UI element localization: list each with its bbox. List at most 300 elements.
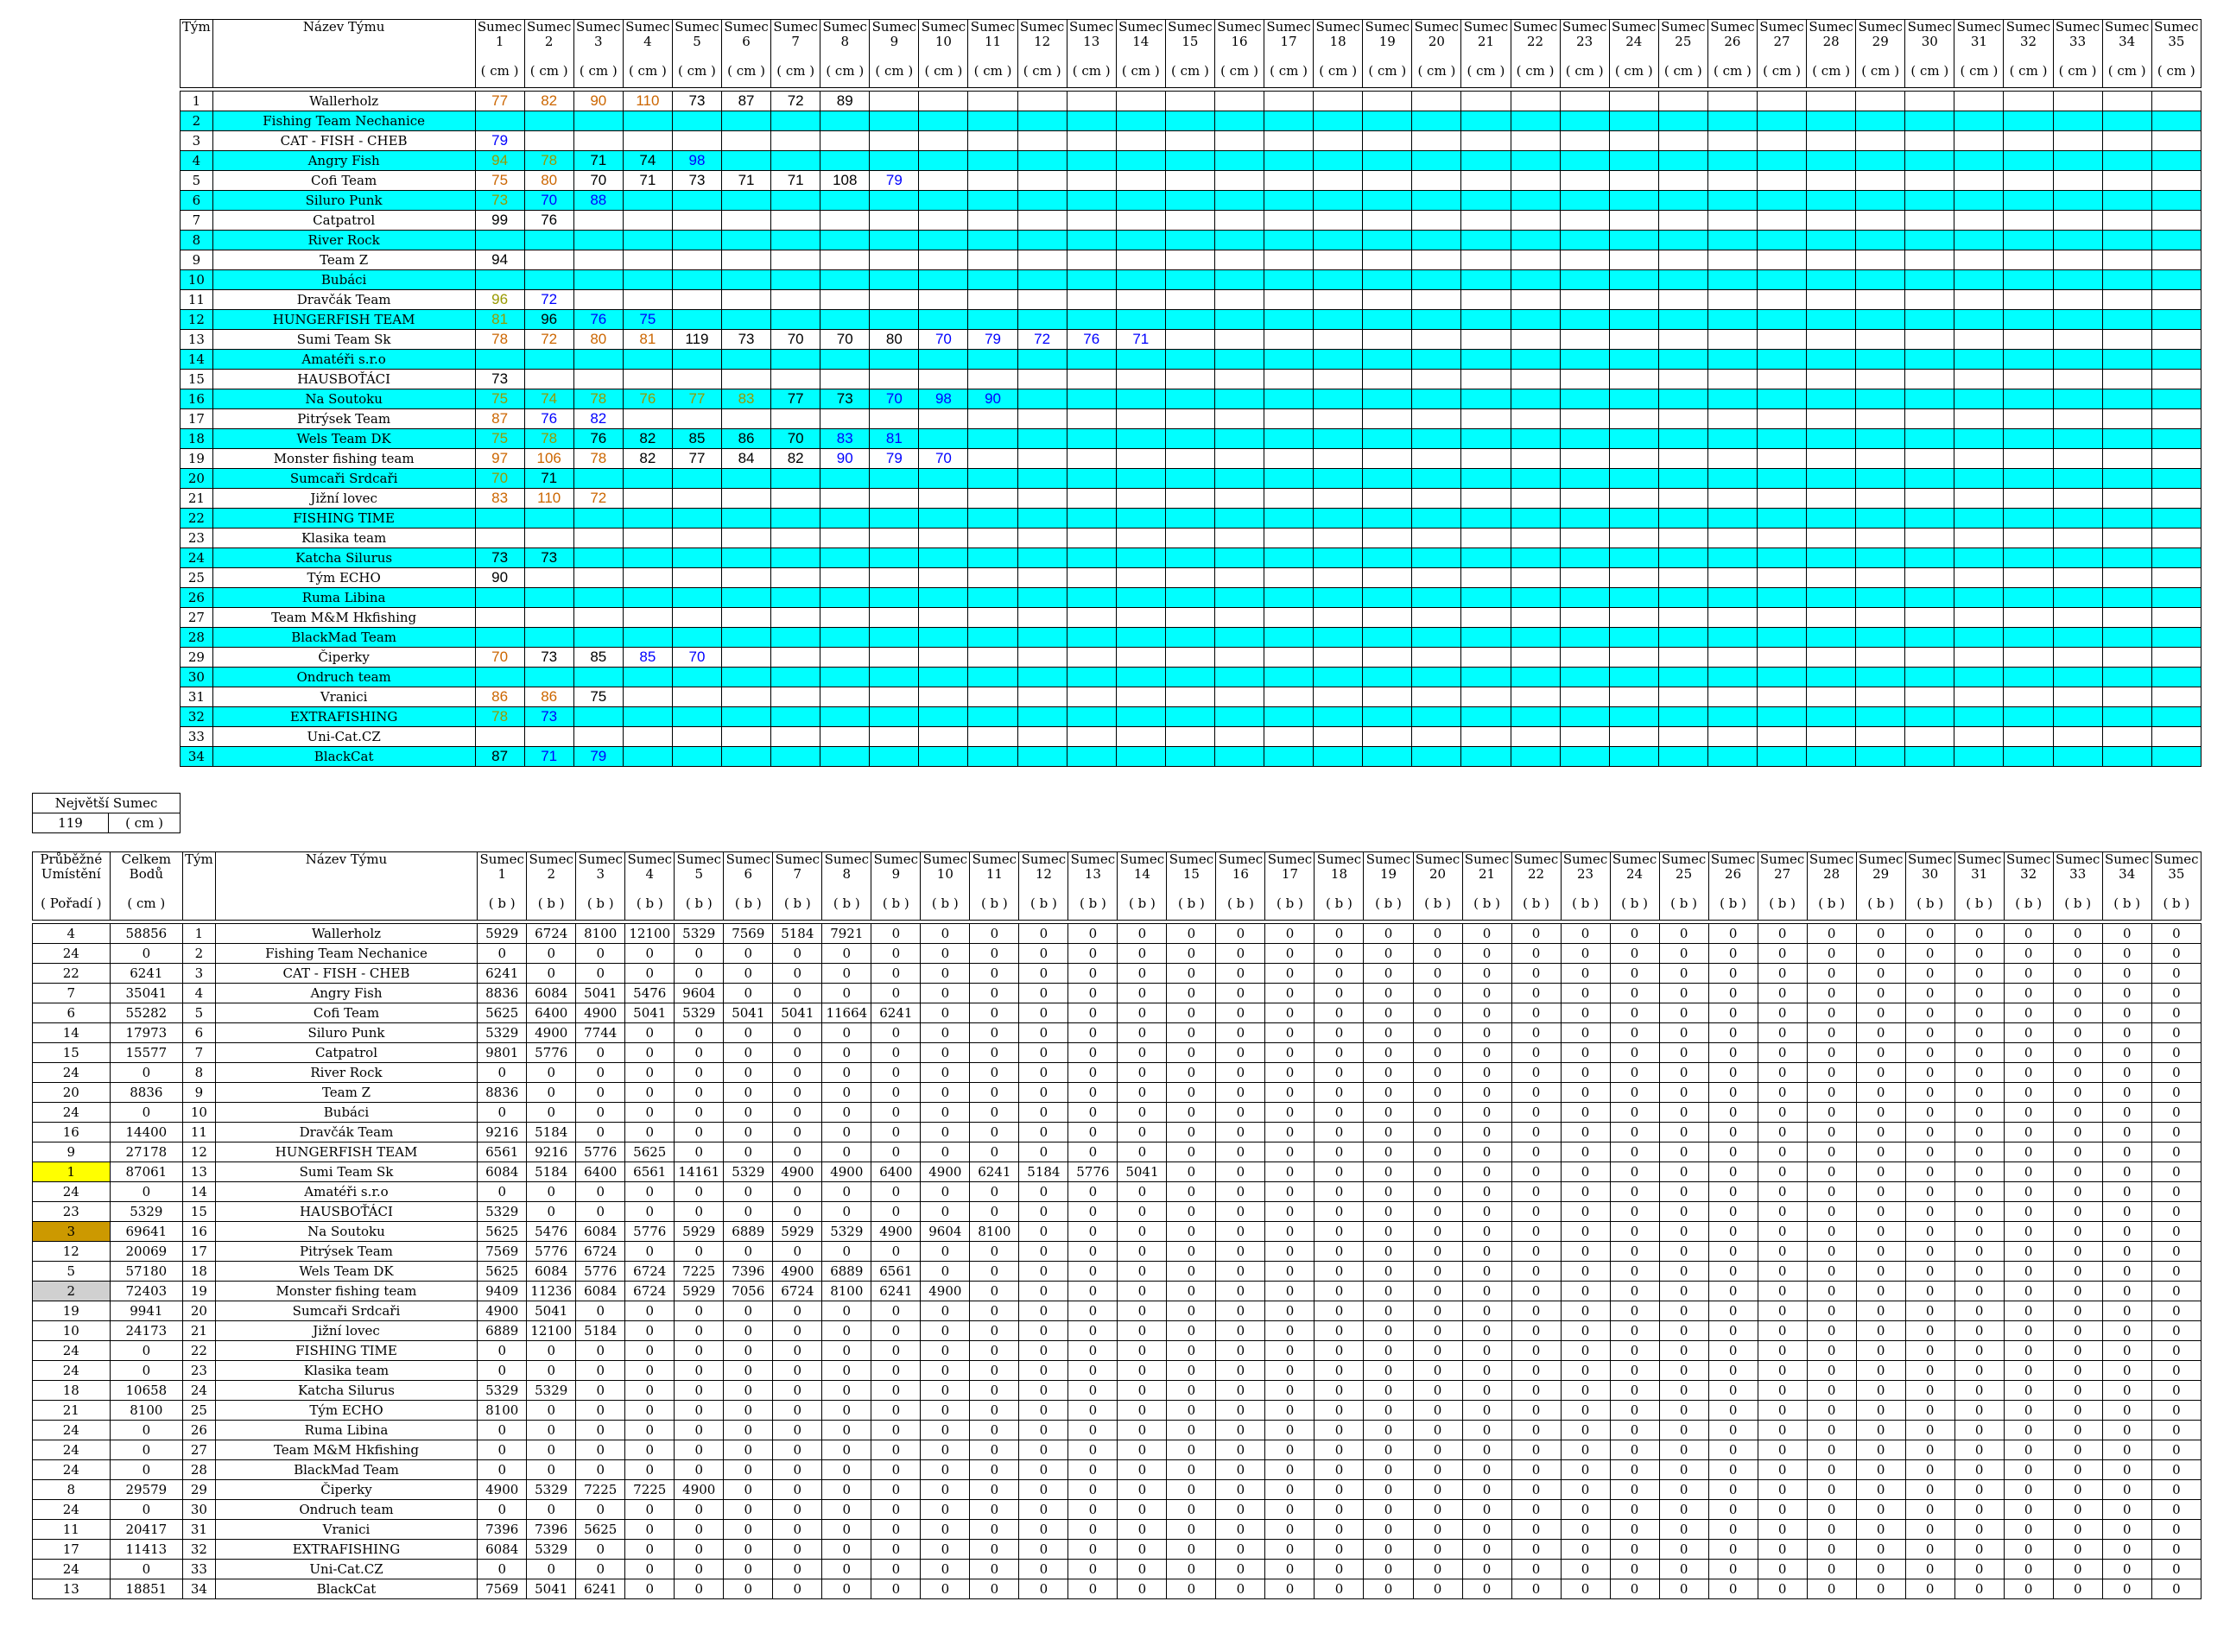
catch-points: 0	[1068, 984, 1118, 1003]
catch-points: 0	[871, 1182, 921, 1202]
catch-points: 0	[1019, 1301, 1068, 1321]
catch-points: 0	[1315, 1222, 1364, 1242]
catch-length: 79	[475, 131, 524, 151]
empty-cell	[1954, 548, 2004, 568]
empty-cell	[1609, 389, 1658, 409]
unit-label: ( cm )	[968, 64, 1017, 88]
catch-points: 0	[576, 1460, 625, 1480]
catch-points: 0	[1511, 1103, 1561, 1123]
catch-points: 0	[1561, 1579, 1610, 1599]
empty-cell	[870, 231, 919, 250]
empty-cell	[1954, 568, 2004, 588]
catch-points: 4900	[921, 1282, 970, 1301]
catch-points: 6724	[773, 1282, 822, 1301]
catch-points: 0	[1561, 1560, 1610, 1579]
empty-cell	[2004, 588, 2053, 608]
empty-cell	[524, 668, 573, 687]
empty-cell	[1412, 628, 1461, 648]
catch-points: 0	[1807, 1282, 1856, 1301]
empty-cell	[1067, 509, 1116, 529]
catch-points: 5184	[527, 1123, 576, 1142]
empty-cell	[1412, 489, 1461, 509]
catch-points: 7744	[576, 1023, 625, 1043]
empty-cell	[1017, 131, 1067, 151]
empty-cell	[1314, 548, 1363, 568]
column-header-catch	[1905, 852, 1954, 897]
catch-points: 0	[1659, 1182, 1708, 1202]
empty-cell	[1807, 608, 1856, 628]
unit-label: ( b )	[1708, 896, 1758, 921]
team-name: Cofi Team	[215, 1003, 477, 1023]
team-name: Sumcaři Srdcaři	[212, 469, 475, 489]
empty-cell	[623, 727, 672, 747]
team-placement: 11	[33, 1520, 111, 1540]
catch-label: Sumec	[477, 19, 523, 35]
catch-points: 5625	[478, 1003, 527, 1023]
empty-cell	[1560, 668, 1609, 687]
empty-cell	[1067, 608, 1116, 628]
empty-cell	[2004, 310, 2053, 330]
catch-points: 0	[1659, 1321, 1708, 1341]
team-name: Uni-Cat.CZ	[212, 727, 475, 747]
empty-cell	[2102, 429, 2151, 449]
empty-cell	[722, 469, 771, 489]
column-header-catch	[1856, 852, 1905, 897]
catch-points: 0	[1856, 1043, 1905, 1063]
catch-points: 0	[2004, 1361, 2053, 1381]
catch-points: 0	[1265, 1500, 1315, 1520]
empty-cell	[1609, 231, 1658, 250]
catch-points: 0	[1315, 1421, 1364, 1440]
catch-points: 7396	[478, 1520, 527, 1540]
catch-points: 0	[2053, 1202, 2102, 1222]
empty-cell	[722, 489, 771, 509]
catch-points: 0	[1462, 1242, 1511, 1262]
catch-length: 73	[475, 370, 524, 389]
empty-cell	[2102, 111, 2151, 131]
catch-points: 5329	[478, 1202, 527, 1222]
catch-points: 0	[1708, 1579, 1758, 1599]
catch-points: 0	[1462, 1401, 1511, 1421]
catch-points: 0	[1315, 1560, 1364, 1579]
column-header-catch	[1807, 852, 1856, 897]
team-number: 3	[183, 964, 216, 984]
catch-points: 0	[1315, 964, 1364, 984]
catch-points: 0	[1413, 1282, 1462, 1301]
empty-cell	[2151, 310, 2201, 330]
empty-cell	[573, 469, 623, 489]
catch-points: 5625	[478, 1262, 527, 1282]
empty-cell	[1363, 628, 1412, 648]
catch-points: 0	[1905, 1043, 1954, 1063]
catch-points: 0	[1954, 1361, 2004, 1381]
column-header-catch	[1264, 20, 1314, 65]
empty-cell	[1658, 409, 1707, 429]
catch-points: 0	[1364, 1321, 1413, 1341]
catch-points: 0	[1364, 944, 1413, 964]
empty-cell	[820, 270, 870, 290]
empty-cell	[1067, 469, 1116, 489]
catch-points: 0	[1413, 1460, 1462, 1480]
empty-cell	[2053, 131, 2102, 151]
catch-label: Sumec	[1661, 19, 1706, 35]
catch-points: 0	[1905, 1202, 1954, 1222]
empty-cell	[2053, 171, 2102, 191]
team-number: 8	[183, 1063, 216, 1083]
catch-length: 90	[820, 449, 870, 469]
empty-cell	[1412, 270, 1461, 290]
empty-cell	[1017, 191, 1067, 211]
catch-points: 0	[1413, 1202, 1462, 1222]
catch-length: 79	[968, 330, 1017, 350]
empty-cell	[870, 211, 919, 231]
empty-cell	[722, 509, 771, 529]
empty-cell	[2004, 191, 2053, 211]
catch-points: 0	[1118, 1460, 1167, 1480]
team-placement: 24	[33, 1341, 111, 1361]
catch-points: 0	[1167, 1063, 1216, 1083]
team-row	[181, 171, 2201, 191]
catch-points: 0	[1856, 1361, 1905, 1381]
catch-points: 0	[1905, 1381, 1954, 1401]
empty-cell	[870, 588, 919, 608]
catch-points: 0	[1462, 1003, 1511, 1023]
catch-points: 0	[1413, 1123, 1462, 1142]
catch-number: 13	[1084, 866, 1101, 882]
empty-cell	[1757, 409, 1806, 429]
empty-cell	[2151, 588, 2201, 608]
catch-points: 0	[1216, 1401, 1265, 1421]
catch-points: 8836	[478, 984, 527, 1003]
catch-points: 0	[675, 1103, 724, 1123]
empty-cell	[1363, 131, 1412, 151]
empty-cell	[1905, 270, 1954, 290]
empty-cell	[1314, 350, 1363, 370]
catch-points: 0	[1561, 1460, 1610, 1480]
catch-points: 5929	[675, 1222, 724, 1242]
team-total-points: 9941	[110, 1301, 183, 1321]
catch-points: 0	[921, 984, 970, 1003]
catch-length: 71	[771, 171, 820, 191]
catch-number: 20	[1429, 866, 1447, 882]
catch-points: 9216	[527, 1142, 576, 1162]
catch-points: 0	[2053, 1440, 2102, 1460]
empty-cell	[1214, 628, 1264, 648]
empty-cell	[1214, 330, 1264, 350]
unit-label: ( b )	[1905, 896, 1954, 921]
catch-points: 0	[1068, 1003, 1118, 1023]
empty-cell	[1017, 350, 1067, 370]
catch-points: 0	[625, 944, 675, 964]
catch-points: 0	[1462, 924, 1511, 944]
empty-cell	[1707, 111, 1757, 131]
catch-points: 0	[1807, 1440, 1856, 1460]
empty-cell	[2053, 211, 2102, 231]
catch-points: 0	[1856, 1540, 1905, 1560]
empty-cell	[1905, 191, 1954, 211]
catch-points: 0	[2004, 1440, 2053, 1460]
catch-points: 0	[1856, 1282, 1905, 1301]
empty-cell	[820, 668, 870, 687]
empty-cell	[1560, 588, 1609, 608]
catch-points: 0	[1118, 984, 1167, 1003]
team-name: Wallerholz	[215, 924, 477, 944]
empty-cell	[722, 211, 771, 231]
empty-cell	[573, 350, 623, 370]
column-header-catch	[1511, 852, 1561, 897]
team-row	[33, 1083, 2201, 1103]
empty-cell	[1658, 469, 1707, 489]
empty-cell	[919, 370, 968, 389]
unit-label: ( b )	[1659, 896, 1708, 921]
empty-cell	[524, 727, 573, 747]
empty-cell	[2053, 628, 2102, 648]
catch-points: 0	[970, 1202, 1019, 1222]
team-placement: 18	[33, 1381, 111, 1401]
team-number: 30	[181, 668, 213, 687]
catch-points: 0	[1511, 1540, 1561, 1560]
empty-cell	[1856, 429, 1905, 449]
catch-length: 79	[870, 449, 919, 469]
catch-points: 0	[1758, 1480, 1807, 1500]
catch-points: 0	[1265, 1301, 1315, 1321]
catch-points: 0	[2151, 1540, 2201, 1560]
empty-cell	[2102, 588, 2151, 608]
catch-points: 5625	[478, 1222, 527, 1242]
catch-points: 0	[2151, 1202, 2201, 1222]
catch-number: 14	[1133, 866, 1150, 882]
unit-label: ( b )	[1856, 896, 1905, 921]
catch-points: 0	[1708, 1063, 1758, 1083]
empty-cell	[968, 489, 1017, 509]
empty-cell	[1511, 489, 1560, 509]
empty-cell	[1757, 469, 1806, 489]
catch-points: 0	[1511, 1242, 1561, 1262]
catch-points: 0	[1118, 1421, 1167, 1440]
catch-points: 0	[1216, 1282, 1265, 1301]
catch-points: 0	[1019, 1480, 1068, 1500]
catch-points: 0	[1118, 964, 1167, 984]
empty-cell	[1067, 429, 1116, 449]
catch-points: 0	[1216, 924, 1265, 944]
team-name: Dravčák Team	[212, 290, 475, 310]
empty-cell	[1165, 747, 1214, 767]
catch-points: 0	[1561, 1480, 1610, 1500]
catch-points: 0	[1265, 964, 1315, 984]
catch-points: 0	[2102, 1401, 2151, 1421]
empty-cell	[524, 350, 573, 370]
column-header-catch	[968, 20, 1017, 65]
catch-points: 0	[773, 1560, 822, 1579]
empty-cell	[870, 548, 919, 568]
catch-points: 0	[1413, 1162, 1462, 1182]
catch-number: 35	[2168, 866, 2185, 882]
column-header-catch	[1413, 852, 1462, 897]
empty-cell	[1905, 668, 1954, 687]
empty-cell	[722, 290, 771, 310]
team-row	[181, 449, 2201, 469]
empty-cell	[1954, 628, 2004, 648]
empty-cell	[722, 628, 771, 648]
catch-number: 7	[793, 866, 802, 882]
catch-length: 73	[672, 171, 721, 191]
team-name: CAT - FISH - CHEB	[215, 964, 477, 984]
empty-cell	[1264, 668, 1314, 687]
empty-cell	[524, 131, 573, 151]
empty-cell	[1954, 608, 2004, 628]
team-number: 4	[183, 984, 216, 1003]
catch-points: 0	[871, 1520, 921, 1540]
catch-points: 0	[773, 1023, 822, 1043]
empty-cell	[1461, 330, 1511, 350]
catch-length: 71	[722, 171, 771, 191]
catch-points: 0	[1068, 1500, 1118, 1520]
empty-cell	[1412, 588, 1461, 608]
catch-points: 0	[1610, 1162, 1659, 1182]
empty-cell	[1165, 131, 1214, 151]
catch-points: 0	[1561, 1202, 1610, 1222]
catch-length: 96	[524, 310, 573, 330]
catch-points: 0	[1315, 924, 1364, 944]
empty-cell	[722, 191, 771, 211]
catch-points: 0	[2102, 944, 2151, 964]
empty-cell	[2102, 290, 2151, 310]
empty-cell	[1757, 648, 1806, 668]
team-row	[33, 1361, 2201, 1381]
team-name: Monster fishing team	[212, 449, 475, 469]
catch-points: 0	[2102, 1202, 2151, 1222]
catch-points: 0	[1511, 1202, 1561, 1222]
catch-points: 0	[1068, 924, 1118, 944]
empty-cell	[2151, 370, 2201, 389]
catch-number: 30	[1922, 866, 1939, 882]
empty-cell	[2053, 449, 2102, 469]
empty-cell	[2102, 389, 2151, 409]
empty-cell	[524, 568, 573, 588]
empty-cell	[672, 350, 721, 370]
catch-points: 0	[1511, 1401, 1561, 1421]
catch-points: 0	[1118, 1361, 1167, 1381]
catch-points: 0	[675, 1182, 724, 1202]
unit-label: ( b )	[576, 896, 625, 921]
catch-points: 5041	[527, 1579, 576, 1599]
catch-points: 0	[822, 1023, 871, 1043]
empty-cell	[1165, 231, 1214, 250]
catch-length: 83	[722, 389, 771, 409]
team-name: BlackMad Team	[215, 1460, 477, 1480]
empty-cell	[1707, 608, 1757, 628]
catch-points: 7396	[527, 1520, 576, 1540]
catch-points: 0	[1413, 1520, 1462, 1540]
team-number: 14	[181, 350, 213, 370]
empty-cell	[1017, 509, 1067, 529]
catch-points: 0	[1659, 1023, 1708, 1043]
catch-points: 0	[576, 1540, 625, 1560]
empty-cell	[2151, 628, 2201, 648]
empty-cell	[623, 588, 672, 608]
catch-length: 70	[919, 330, 968, 350]
catch-points: 0	[1462, 1579, 1511, 1599]
catch-points: 0	[1315, 1301, 1364, 1321]
catch-number: 16	[1231, 34, 1248, 49]
catch-label: Sumec	[1562, 851, 1608, 867]
catch-points: 0	[1561, 1520, 1610, 1540]
team-placement: 13	[33, 1579, 111, 1599]
catch-points: 0	[1905, 1560, 1954, 1579]
team-row	[181, 151, 2201, 171]
empty-cell	[1707, 469, 1757, 489]
empty-cell	[2102, 568, 2151, 588]
catch-number: 18	[1329, 34, 1346, 49]
team-total-points: 0	[110, 1182, 183, 1202]
catch-points: 0	[970, 1500, 1019, 1520]
catch-points: 0	[921, 1103, 970, 1123]
empty-cell	[672, 489, 721, 509]
empty-cell	[968, 211, 1017, 231]
empty-cell	[1165, 370, 1214, 389]
empty-cell	[1363, 747, 1412, 767]
empty-cell	[1560, 250, 1609, 270]
catch-points: 0	[2053, 1063, 2102, 1083]
unit-label: ( b )	[675, 896, 724, 921]
catch-label: Sumec	[1070, 851, 1116, 867]
catch-points: 0	[2004, 1401, 2053, 1421]
catch-points: 0	[1659, 1540, 1708, 1560]
catch-points: 0	[1068, 1361, 1118, 1381]
team-name: Angry Fish	[212, 151, 475, 171]
catch-points: 7056	[724, 1282, 773, 1301]
team-placement: 24	[33, 1103, 111, 1123]
empty-cell	[1264, 171, 1314, 191]
catch-points: 0	[576, 1401, 625, 1421]
team-placement: 9	[33, 1142, 111, 1162]
catch-points: 0	[1561, 1242, 1610, 1262]
empty-cell	[1658, 389, 1707, 409]
catch-points: 6241	[576, 1579, 625, 1599]
empty-cell	[1905, 727, 1954, 747]
empty-cell	[1560, 509, 1609, 529]
catch-points: 0	[1019, 1142, 1068, 1162]
empty-cell	[968, 231, 1017, 250]
catch-points: 0	[1758, 1063, 1807, 1083]
catch-points: 0	[1068, 1301, 1118, 1321]
catch-points: 0	[1954, 944, 2004, 964]
team-row	[33, 1262, 2201, 1282]
catch-length: 76	[573, 310, 623, 330]
catch-length: 71	[573, 151, 623, 171]
empty-cell	[1511, 469, 1560, 489]
unit-label: ( b )	[773, 896, 822, 921]
catch-points: 0	[970, 1540, 1019, 1560]
empty-cell	[1905, 568, 1954, 588]
empty-cell	[919, 608, 968, 628]
catch-length: 82	[573, 409, 623, 429]
team-total-points: 18851	[110, 1579, 183, 1599]
catch-number: 30	[1921, 34, 1938, 49]
empty-cell	[1412, 211, 1461, 231]
catch-points: 0	[576, 1083, 625, 1103]
empty-cell	[722, 668, 771, 687]
empty-cell	[1412, 707, 1461, 727]
team-number: 24	[181, 548, 213, 568]
empty-cell	[1707, 648, 1757, 668]
empty-cell	[524, 529, 573, 548]
catch-points: 0	[1561, 1321, 1610, 1341]
catch-points: 0	[970, 1440, 1019, 1460]
catch-points: 0	[1462, 1421, 1511, 1440]
empty-cell	[573, 588, 623, 608]
empty-cell	[1461, 588, 1511, 608]
